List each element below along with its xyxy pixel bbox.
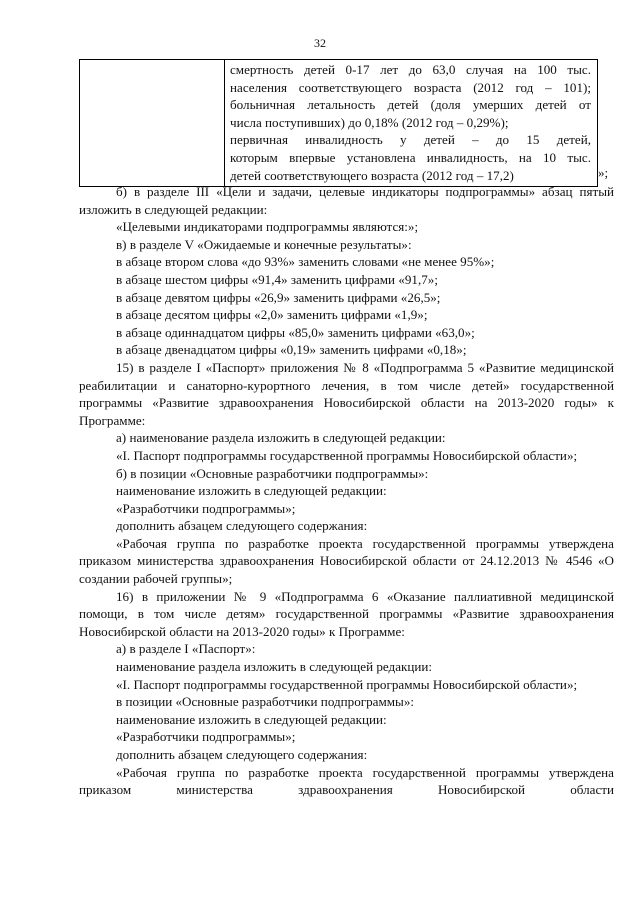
paragraph: в) в разделе V «Ожидаемые и конечные результаты»: — [116, 236, 412, 252]
paragraph: «Целевыми индикаторами подпрограммы являются:»; — [116, 219, 419, 235]
table-line: больничная летальность детей (доля умерших детей от — [230, 97, 591, 113]
table-text-cell — [225, 60, 598, 187]
paragraph: в абзаце втором слова «до 93%» заменить словами «не менее 95%»; — [116, 254, 495, 270]
paragraph: «I. Паспорт подпрограммы государственной программы Новосибирской области»; — [116, 447, 578, 463]
paragraph: в абзаце девятом цифры «26,9» заменить цифрами «26,5»; — [116, 289, 441, 305]
paragraph: в абзаце десятом цифры «2,0» заменить цифрами «1,9»; — [116, 307, 428, 323]
table-row — [80, 60, 598, 187]
table-closing-quote: »; — [598, 165, 609, 180]
indicator-table — [79, 59, 598, 187]
table-empty-cell — [80, 60, 225, 187]
paragraph: дополнить абзацем следующего содержания: — [116, 518, 368, 534]
paragraph: б) в позиции «Основные разработчики подпрограммы»: — [116, 465, 429, 481]
paragraph: а) наименование раздела изложить в следующей редакции: — [116, 430, 446, 446]
table-line: числа поступивших) до 0,18% (2012 год – 0,29%); — [230, 114, 509, 130]
table-line: которым впервые установлена инвалидность, на 10 тыс. — [230, 149, 591, 165]
paragraph: б) в разделе III «Цели и задачи, целевые индикаторы подпрограммы» абзац пятый изложить в следующей редакции: — [79, 184, 614, 217]
paragraph: «Рабочая группа по разработке проекта государственной программы утверждена приказом министерства здравоохранения Новосибирской области от 24.12.2013 № 4546 «О создании рабочей группы»; — [79, 535, 614, 587]
table-line: детей соответствующего возраста (2012 год – 17,2) — [230, 167, 514, 183]
paragraph: «I. Паспорт подпрограммы государственной программы Новосибирской области»; — [116, 676, 578, 692]
paragraph: «Разработчики подпрограммы»; — [116, 729, 296, 745]
paragraph: а) в разделе I «Паспорт»: — [116, 641, 256, 657]
paragraph: в абзаце двенадцатом цифры «0,19» заменить цифрами «0,18»; — [116, 342, 467, 358]
paragraph: «Разработчики подпрограммы»; — [116, 500, 296, 516]
paragraph: наименование изложить в следующей редакции: — [116, 483, 387, 499]
table-line: населения соответствующего возраста (2012 год – 101); — [230, 79, 591, 95]
paragraph: в позиции «Основные разработчики подпрограммы»: — [116, 694, 415, 710]
paragraph: «Рабочая группа по разработке проекта государственной программы утверждена приказом министерства здравоохранения Новосибирской области — [79, 764, 614, 798]
paragraph: в абзаце шестом цифры «91,4» заменить цифрами «91,7»; — [116, 271, 438, 287]
paragraph: наименование раздела изложить в следующей редакции: — [116, 659, 433, 675]
paragraph: в абзаце одиннадцатом цифры «85,0» заменить цифрами «63,0»; — [116, 324, 475, 340]
page-number: 32 — [314, 36, 326, 50]
table-line: первичная инвалидность у детей – до 15 детей, — [230, 132, 591, 148]
table-line: смертность детей 0-17 лет до 63,0 случая на 100 тыс. — [230, 62, 591, 77]
paragraph: 15) в разделе I «Паспорт» приложения № 8 «Подпрограмма 5 «Развитие медицинской реабилитации и санаторно-курортного лечения, в том числе детей» государственной программы «Развитие здравоохранения Новосибирской области на 2013-2020 годы» к Программе: — [79, 359, 614, 428]
document-body — [79, 183, 614, 799]
paragraph: 16) в приложении № 9 «Подпрограмма 6 «Оказание паллиативной медицинской помощи, в том числе детям» государственной программы «Развитие здравоохранения Новосибирской области на 2013-2020 годы» к Программе: — [79, 588, 614, 639]
paragraph: наименование изложить в следующей редакции: — [116, 711, 387, 727]
paragraph: дополнить абзацем следующего содержания: — [116, 747, 368, 762]
